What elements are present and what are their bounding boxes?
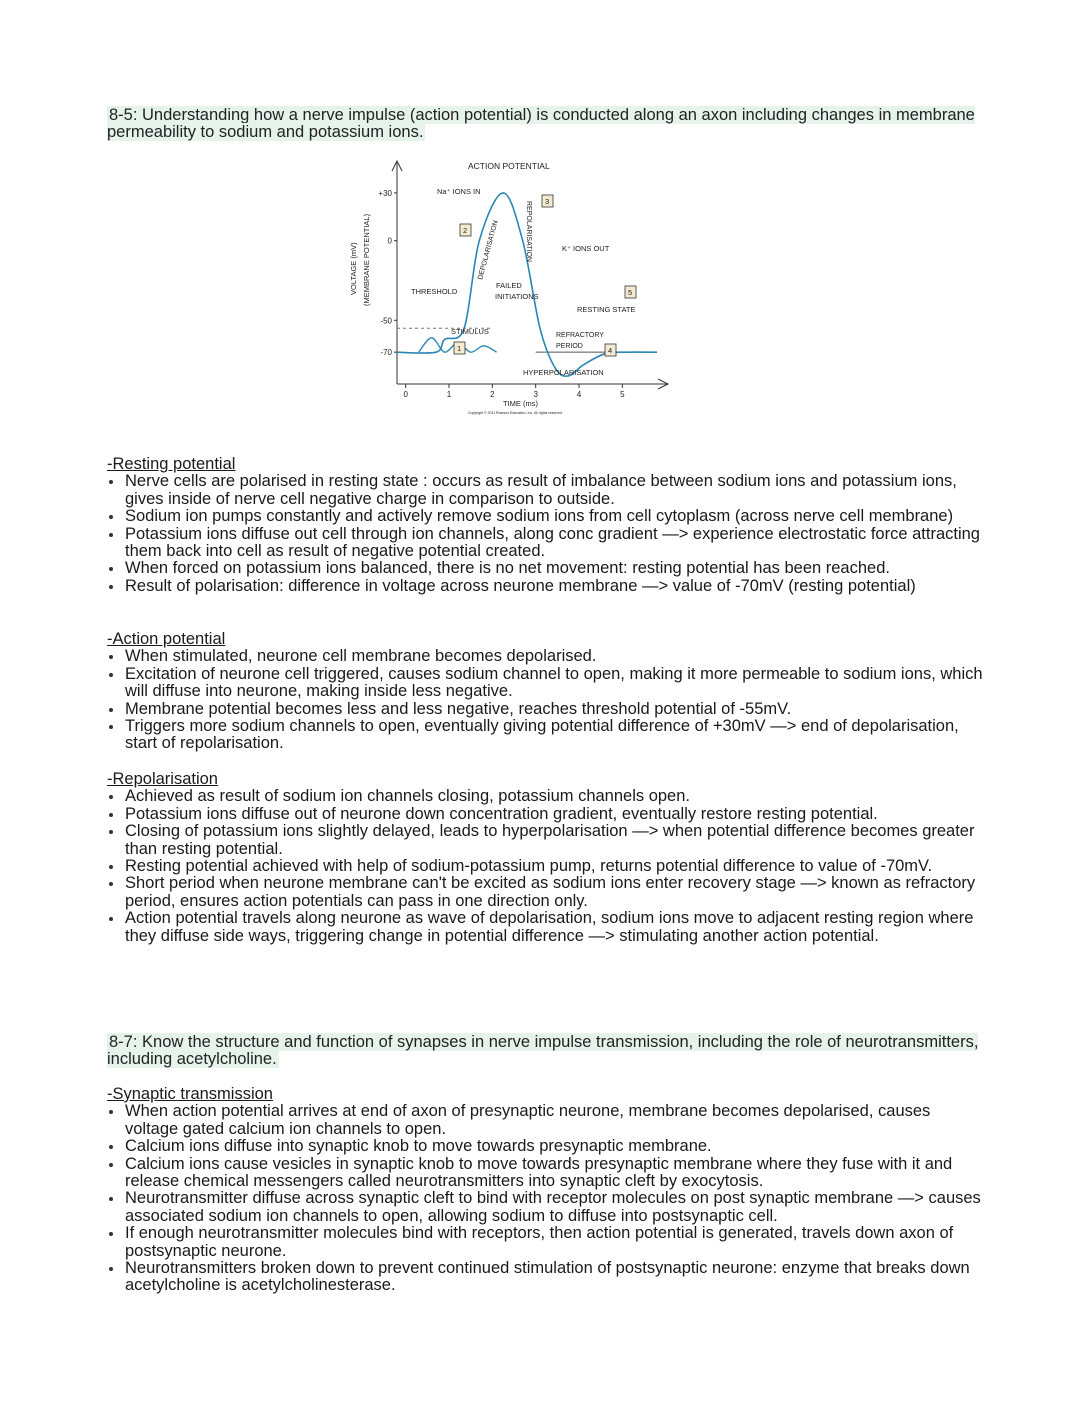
- list-item: Achieved as result of sodium ion channels closing, potassium channels open.: [107, 788, 987, 805]
- x-tick-label: 0: [403, 390, 408, 399]
- list-item: Nerve cells are polarised in resting state : occurs as result of imbalance between sodium ions and potassium ions, gives inside of nerve cell negative charge in comparison to outside.: [107, 473, 987, 508]
- y-axis-label: VOLTAGE (mV): [349, 242, 358, 295]
- list-item: Excitation of neurone cell triggered, causes sodium channel to open, making it more permeable to sodium ions, which will diffuse into neurone, making inside less negative.: [107, 666, 987, 701]
- action-potential-chart: [340, 155, 690, 425]
- list-item: Resting potential achieved with help of sodium-potassium pump, returns potential difference to value of -70mV.: [107, 858, 987, 875]
- section-title: -Action potential: [107, 630, 226, 648]
- chart-title: ACTION POTENTIAL: [468, 161, 550, 171]
- list-item: If enough neurotransmitter molecules bind with receptors, then action potential is generated, travels down axon of postsynaptic neurone.: [107, 1225, 987, 1260]
- list-item: When action potential arrives at end of axon of presynaptic neurone, membrane becomes depolarised, causes voltage gated calcium ion channels to open.: [107, 1103, 987, 1138]
- x-axis-label: TIME (ms): [503, 399, 538, 408]
- na-ions-in-label: Na⁺ IONS IN: [437, 187, 481, 196]
- marker-5: [625, 286, 636, 298]
- threshold-label: THRESHOLD: [411, 287, 458, 296]
- svg-text:1: 1: [457, 344, 462, 353]
- y-tick-label: -70: [380, 348, 392, 358]
- y-ticks: [378, 189, 397, 357]
- list-item: Calcium ions diffuse into synaptic knob to move towards presynaptic membrane.: [107, 1138, 987, 1155]
- list-item: Sodium ion pumps constantly and actively remove sodium ions from cell cytoplasm (across nerve cell membrane): [107, 508, 987, 525]
- bullet-list: [107, 648, 987, 752]
- bullet-list: [107, 473, 987, 595]
- list-item: Short period when neurone membrane can't be excited as sodium ions enter recovery stage —> known as refractory period, ensures action potentials can pass in one direction only.: [107, 875, 987, 910]
- x-tick-label: 4: [576, 390, 582, 399]
- section-heading-8-5: 8-5: Understanding how a nerve impulse (action potential) is conducted along an axon including changes in membrane permeability to sodium and potassium ions.: [107, 106, 975, 141]
- y-axis-label-2: (MEMBRANE POTENTIAL): [362, 213, 371, 306]
- list-item: When stimulated, neurone cell membrane becomes depolarised.: [107, 648, 987, 665]
- repolarisation-section: [107, 771, 987, 945]
- k-ions-out-label: K⁺ IONS OUT: [562, 244, 610, 253]
- svg-text:2: 2: [463, 226, 468, 235]
- marker-2: [460, 224, 471, 236]
- copyright-credit: Copyright © 2011 Pearson Education, Inc. All rights reserved.: [468, 411, 563, 415]
- y-tick-label: +30: [378, 188, 392, 198]
- x-tick-label: 5: [620, 390, 625, 399]
- svg-text:3: 3: [545, 197, 550, 206]
- x-tick-label: 2: [490, 390, 495, 399]
- initiations-label: INITIATIONS: [495, 292, 539, 301]
- svg-text:4: 4: [608, 346, 613, 355]
- x-tick-label: 1: [446, 390, 452, 399]
- x-ticks: [403, 384, 625, 399]
- marker-1: [454, 342, 465, 354]
- section-heading-8-7: 8-7: Know the structure and function of synapses in nerve impulse transmission, including the role of neurotransmitters, including acetylcholine.: [107, 1033, 979, 1068]
- y-tick-label: -50: [380, 316, 392, 326]
- marker-3: [542, 195, 553, 207]
- list-item: Potassium ions diffuse out cell through ion channels, along conc gradient —> experience electrostatic force attracting them back into cell as result of negative potential created.: [107, 526, 987, 561]
- list-item: Triggers more sodium channels to open, eventually giving potential difference of +30mV —> end of depolarisation, start of repolarisation.: [107, 718, 987, 753]
- bullet-list: [107, 1103, 987, 1294]
- x-tick-label: 3: [533, 390, 538, 399]
- depolarisation-label: DEPOLARISATION: [477, 219, 500, 281]
- list-item: Calcium ions cause vesicles in synaptic knob to move towards presynaptic membrane where they fuse with it and release chemical messengers called neurotransmitters into synaptic cleft by exocytosis.: [107, 1156, 987, 1191]
- synaptic-transmission-section: [107, 1086, 987, 1295]
- list-item: Neurotransmitter diffuse across synaptic cleft to bind with receptor molecules on post synaptic membrane —> causes associated sodium ion channels to open, allowing sodium to diffuse into postsynaptic cell.: [107, 1190, 987, 1225]
- refractory-label: REFRACTORY: [556, 332, 604, 339]
- marker-4: [605, 344, 616, 356]
- list-item: Neurotransmitters broken down to prevent continued stimulation of postsynaptic neurone: enzyme that breaks down acetylcholine is acetylcholinesterase.: [107, 1260, 987, 1295]
- list-item: Potassium ions diffuse out of neurone down concentration gradient, eventually restore resting potential.: [107, 806, 987, 823]
- failed-label: FAILED: [496, 281, 522, 290]
- repolarisation-label: REPOLARISATION: [525, 201, 532, 262]
- section-title: -Resting potential: [107, 455, 236, 473]
- list-item: Action potential travels along neurone as wave of depolarisation, sodium ions move to adjacent resting region where they diffuse side ways, triggering change in potential difference —> stimulating another action potential.: [107, 910, 987, 945]
- resting-state-label: RESTING STATE: [577, 305, 636, 314]
- list-item: Closing of potassium ions slightly delayed, leads to hyperpolarisation —> when potential difference becomes greater than resting potential.: [107, 823, 987, 858]
- period-label: PERIOD: [556, 343, 583, 350]
- action-potential-section: [107, 631, 987, 753]
- section-title: -Synaptic transmission: [107, 1085, 273, 1103]
- section-title: -Repolarisation: [107, 770, 218, 788]
- y-tick-label: 0: [387, 236, 392, 246]
- resting-potential-section: [107, 456, 987, 595]
- stimulus-label: STIMULUS: [451, 327, 489, 336]
- svg-text:5: 5: [628, 288, 633, 297]
- hyperpolarisation-label: HYPERPOLARISATION: [523, 368, 604, 377]
- list-item: Result of polarisation: difference in voltage across neurone membrane —> value of -70mV (resting potential): [107, 578, 987, 595]
- list-item: When forced on potassium ions balanced, there is no net movement: resting potential has been reached.: [107, 560, 987, 577]
- bullet-list: [107, 788, 987, 945]
- list-item: Membrane potential becomes less and less negative, reaches threshold potential of -55mV.: [107, 701, 987, 718]
